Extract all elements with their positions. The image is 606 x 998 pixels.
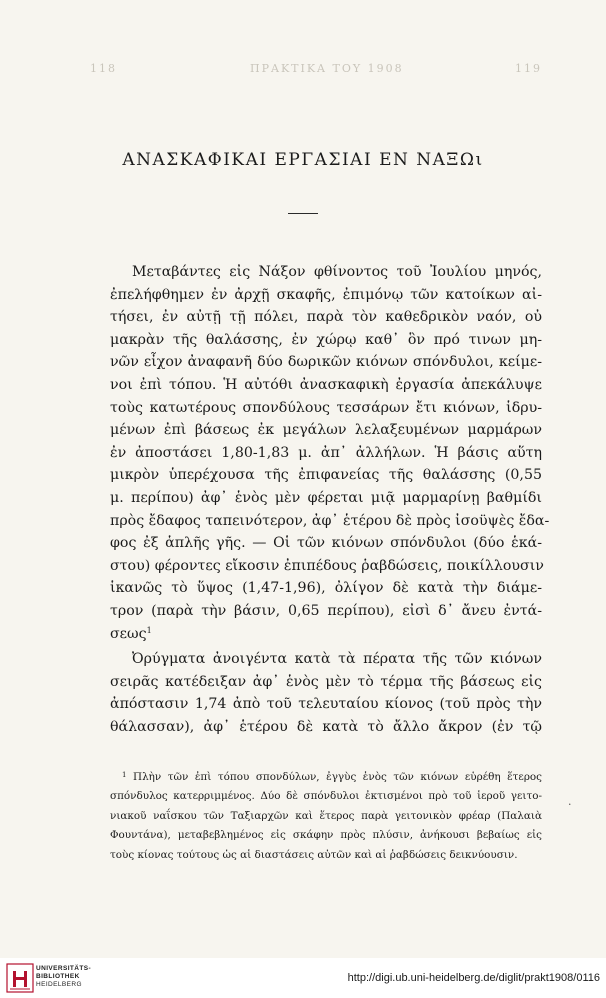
library-name-line: HEIDELBERG: [36, 981, 82, 988]
text-line: στου) φέροντες εἴκοσιν ἐπιπέδους ῥαβδώσεις, ποικίλλουσιν: [110, 557, 544, 574]
text-line: ἐπελήφθημεν ἐν ἀρχῇ σκαφῆς, ἐπιμόνῳ τῶν κατοίκων αἰ-: [110, 286, 542, 303]
footnotes: [110, 768, 542, 865]
text-line: ἱκανῶς τὸ ὕψος (1,47-1,96), ὀλίγον δὲ κατὰ τὴν διάμε-: [110, 580, 542, 597]
running-head-page-left: 118: [90, 62, 117, 75]
running-head-bleedthrough: [60, 62, 546, 76]
heidelberg-library-logo-icon[interactable]: [6, 963, 34, 993]
text-line: μ. περίπου) ἀφ᾽ ἑνὸς μὲν φέρεται μιᾷ μαρμαρίνῃ βαθμίδι: [110, 489, 542, 506]
permalink-url[interactable]: http://digi.ub.uni-heidelberg.de/diglit/prakt1908/0116: [347, 972, 600, 984]
running-head-title: ΠΡΑΚΤΙΚΑ ΤΟΥ 1908: [250, 62, 404, 75]
text-line: μένων ἐπὶ βάσεως ἐκ μεγάλων λελαξευμένων μαρμάρων: [110, 422, 542, 439]
text-line: Ὀρύγματα ἀνοιγέντα κατὰ τὰ πέρατα τῆς τῶν κιόνων: [132, 651, 542, 668]
text-line: νῶν εἶχον ἀναφανῆ δύο δωρικῶν κιόνων σπόνδυλοι, κείμε-: [110, 354, 542, 371]
text-line: μακρὰν τῆς θαλάσσης, ἐν χώρῳ καθ᾽ ὃν πρό τινων μη-: [110, 331, 542, 348]
library-name-line: UNIVERSITÄTS-: [36, 965, 92, 972]
text-line: σειρᾶς κατέδειξαν ἀφ᾽ ἑνὸς μὲν τὸ τέρμα τῆς βάσεως εἰς: [110, 673, 542, 690]
text-line: μικρὸν ὑπερέχουσα τῆς ἐπιφανείας τῆς θαλάσσης (0,55: [110, 467, 542, 484]
margin-mark: ·: [568, 798, 572, 811]
footnote-line: τοὺς κίονας τούτους ὡς αἱ διαστάσεις αὐτῶν καὶ αἱ ῥαβδώσεις δεικνύουσιν.: [110, 848, 518, 861]
footnote-marker: 1: [122, 771, 127, 779]
text-line: [110, 623, 542, 646]
running-head-page-right: 119: [515, 62, 542, 75]
footnote-line: νιακοῦ ναΐσκου τῶν Ταξιαρχῶν καὶ ἕτερος παρὰ γειτονικὸν φρέαρ (Παλαιὰ: [110, 809, 542, 822]
text-line: νοι ἐπὶ τόπου. Ἡ αὐτόθι ἀνασκαφικὴ ἐργασία ἀπεκάλυψε: [110, 376, 542, 393]
text-line: Μεταβάντες εἰς Νάξον φθίνοντος τοῦ Ἰουλίου μηνός,: [132, 264, 542, 280]
footnote-reference[interactable]: 1: [146, 625, 152, 635]
footnote-text: Πλὴν τῶν ἐπὶ τόπου σπονδύλων, ἐγγὺς ἑνὸς τῶν κιόνων εὑρέθη ἕτερος: [133, 771, 543, 783]
library-name: [36, 965, 91, 989]
text-line: ἐν ἀποστάσει 1,80-1,83 μ. ἀπ᾽ ἀλλήλων. Ἡ βάσις αὕτη: [110, 444, 542, 461]
body-text: [110, 261, 550, 738]
text-line-content: σεως: [110, 625, 147, 642]
text-line: ἀπόστασιν 1,74 ἀπὸ τοῦ τελευταίου κίονος (τοῦ πρὸς τὴν: [110, 696, 542, 713]
page-title: ΑΝΑΣΚΑΦΙΚΑΙ ΕΡΓΑΣΙΑΙ ΕΝ ΝΑΞΩι: [122, 150, 484, 170]
text-line: τρον (παρὰ τὴν βάσιν, 0,65 περίπου), εἰσὶ δ᾽ ἄνευ ἐντά-: [110, 602, 542, 619]
footnote-line: [110, 768, 542, 787]
text-line: θάλασσαν), ἀφ᾽ ἑτέρου δὲ κατὰ τὸ ἄλλο ἄκρον (ἐν τῷ: [110, 718, 542, 735]
footnote-line: Φουντάνα), μεταβεβλημένος εἰς σκάφην πρὸς πλύσιν, ἀνήκουσι βεβαίως εἰς: [110, 829, 542, 842]
text-line: τοὺς κατωτέρους σπονδύλους τεσσάρων ἔτι κιόνων, ἱδρυ-: [110, 399, 542, 416]
text-line: πρὸς ἔδαφος ταπεινότερον, ἀφ᾽ ἑτέρου δὲ πρὸς ἰσοϋψὲς ἔδα-: [110, 512, 550, 529]
text-line: φος ἐξ ἁπλῆς γῆς. — Οἱ τῶν κιόνων σπόνδυλοι (δύο ἑκά-: [110, 535, 542, 552]
viewer-footer: [0, 958, 606, 998]
text-line: τήσει, ἐν αὐτῇ τῇ πόλει, παρὰ τὸν καθεδρικὸν ναόν, οὐ: [110, 309, 542, 326]
library-name-line: BIBLIOTHEK: [36, 973, 80, 980]
footnote-line: σπόνδυλος κατερριμμένος. Δύο δὲ σπόνδυλοι ἐκτισμένοι πρὸ τοῦ ἱεροῦ γειτο-: [110, 790, 542, 803]
title-rule: [288, 213, 318, 214]
